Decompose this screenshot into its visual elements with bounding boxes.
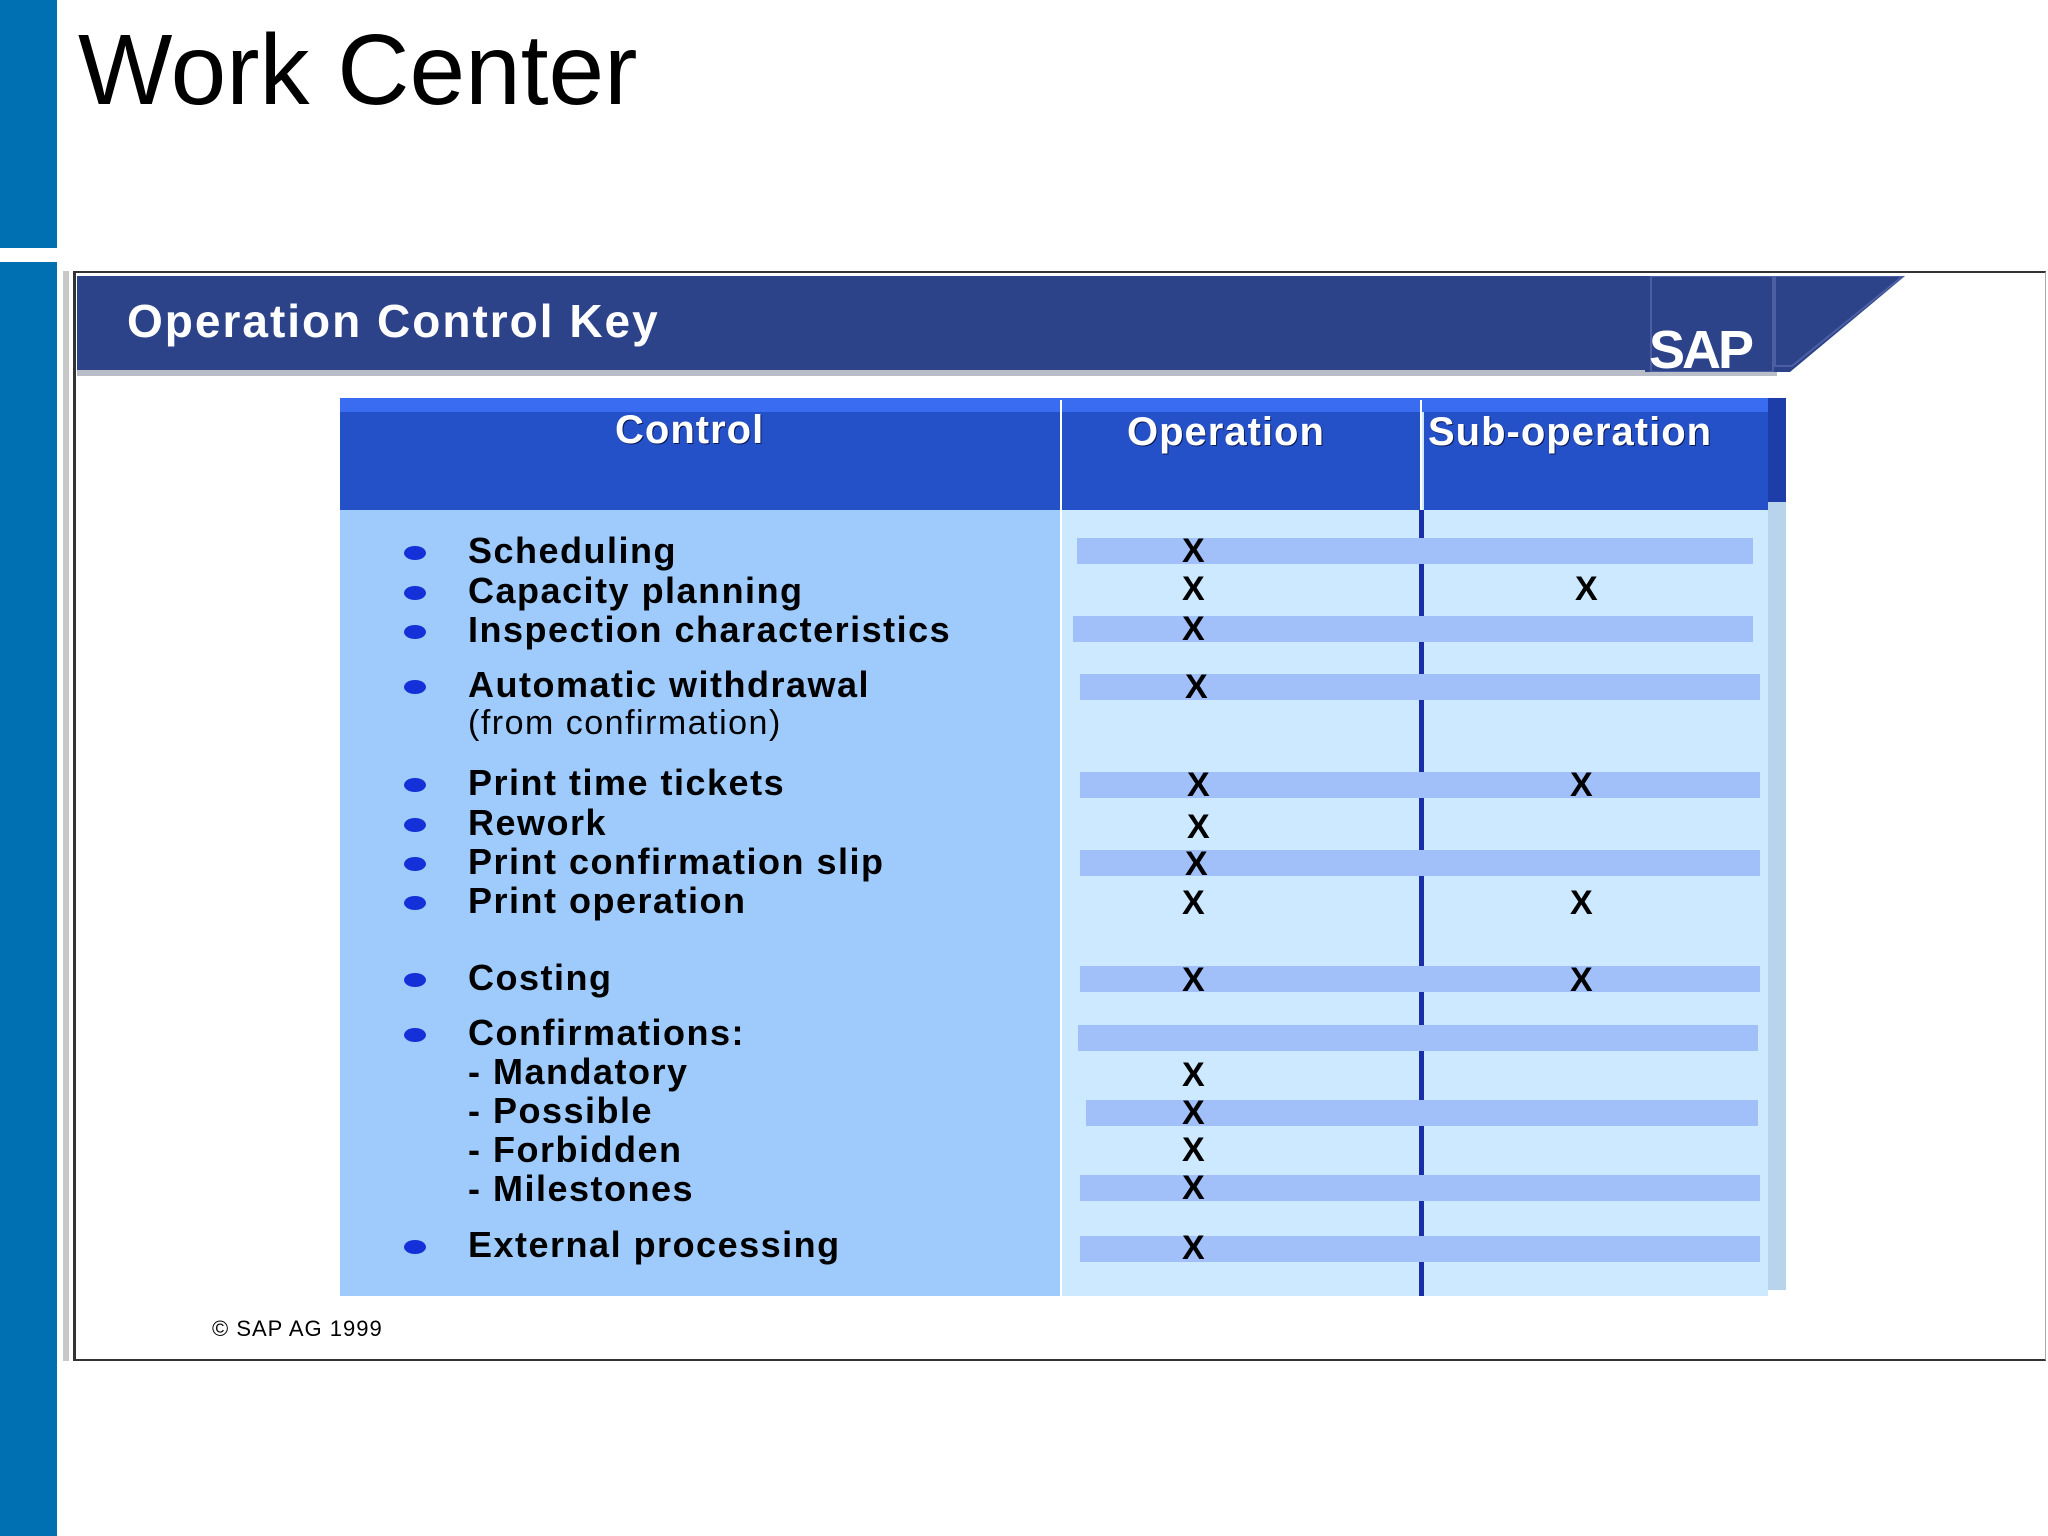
row-label: Costing (468, 957, 613, 998)
slide-frame-shadow (63, 271, 69, 1361)
operation-mark: X (1182, 532, 1205, 570)
operation-mark: X (1185, 845, 1208, 883)
column-header-sub-operation: Sub-operation (1428, 410, 1713, 454)
operation-mark: X (1182, 1131, 1205, 1169)
column-divider-1 (1060, 400, 1062, 1296)
operation-mark: X (1182, 1094, 1205, 1132)
operation-mark: X (1185, 668, 1208, 706)
bullet-icon (404, 973, 426, 987)
bullet-icon (404, 625, 426, 639)
row-label: Print operation (468, 880, 747, 921)
row-label: Capacity planning (468, 570, 804, 611)
bullet-icon (404, 896, 426, 910)
row-label: Rework (468, 802, 608, 843)
bullet-icon (404, 818, 426, 832)
row-stripe (1080, 674, 1760, 700)
slide-title: Operation Control Key (127, 295, 660, 347)
bullet-icon (404, 1240, 426, 1254)
row-label: External processing (468, 1224, 841, 1265)
operation-mark: X (1182, 1056, 1205, 1094)
row-label: - Mandatory (468, 1051, 689, 1092)
column-divider-2 (1420, 400, 1422, 510)
sap-logo-text: SAP (1649, 320, 1752, 372)
row-label: - Milestones (468, 1168, 695, 1209)
row-label: Scheduling (468, 530, 678, 571)
slide-header-shadow (77, 370, 1777, 376)
operation-mark: X (1182, 884, 1205, 922)
row-stripe (1077, 538, 1753, 564)
bullet-icon (404, 857, 426, 871)
bullet-icon (404, 680, 426, 694)
row-stripe (1073, 616, 1753, 642)
column-header-operation: Operation (1127, 410, 1325, 454)
bullet-icon (404, 1028, 426, 1042)
row-label: Print time tickets (468, 762, 786, 803)
row-label: Confirmations: (468, 1012, 745, 1053)
column-header-control: Control (615, 408, 765, 452)
operation-mark: X (1187, 766, 1210, 804)
row-label: - Forbidden (468, 1129, 683, 1170)
operation-mark: X (1182, 1229, 1205, 1267)
page-title: Work Center (78, 14, 638, 126)
sub-operation-mark: X (1570, 961, 1593, 999)
row-label: Print confirmation slip (468, 841, 885, 882)
row-label: Inspection characteristics (468, 609, 952, 650)
row-stripe (1080, 772, 1760, 798)
operation-mark: X (1182, 570, 1205, 608)
operation-mark: X (1182, 961, 1205, 999)
row-note: (from confirmation) (468, 704, 782, 742)
check-columns (1062, 400, 1768, 1296)
bullet-icon (404, 546, 426, 560)
operation-mark: X (1187, 808, 1210, 846)
side-accent-bar-bottom (0, 262, 57, 1536)
copyright-notice: © SAP AG 1999 (212, 1316, 383, 1341)
bullet-icon (404, 586, 426, 600)
row-stripe (1078, 1025, 1758, 1051)
table-right-edge (1768, 400, 1786, 1290)
sap-logo (1645, 276, 1905, 372)
side-accent-bar-top (0, 0, 57, 248)
header-edge (1768, 398, 1786, 502)
sub-operation-mark: X (1570, 884, 1593, 922)
sub-operation-mark: X (1575, 570, 1598, 608)
operation-mark: X (1182, 610, 1205, 648)
bullet-icon (404, 778, 426, 792)
operation-mark: X (1182, 1169, 1205, 1207)
sub-operation-mark: X (1570, 766, 1593, 804)
row-stripe (1080, 850, 1760, 876)
row-label: Automatic withdrawal (468, 664, 871, 705)
row-label: - Possible (468, 1090, 654, 1131)
